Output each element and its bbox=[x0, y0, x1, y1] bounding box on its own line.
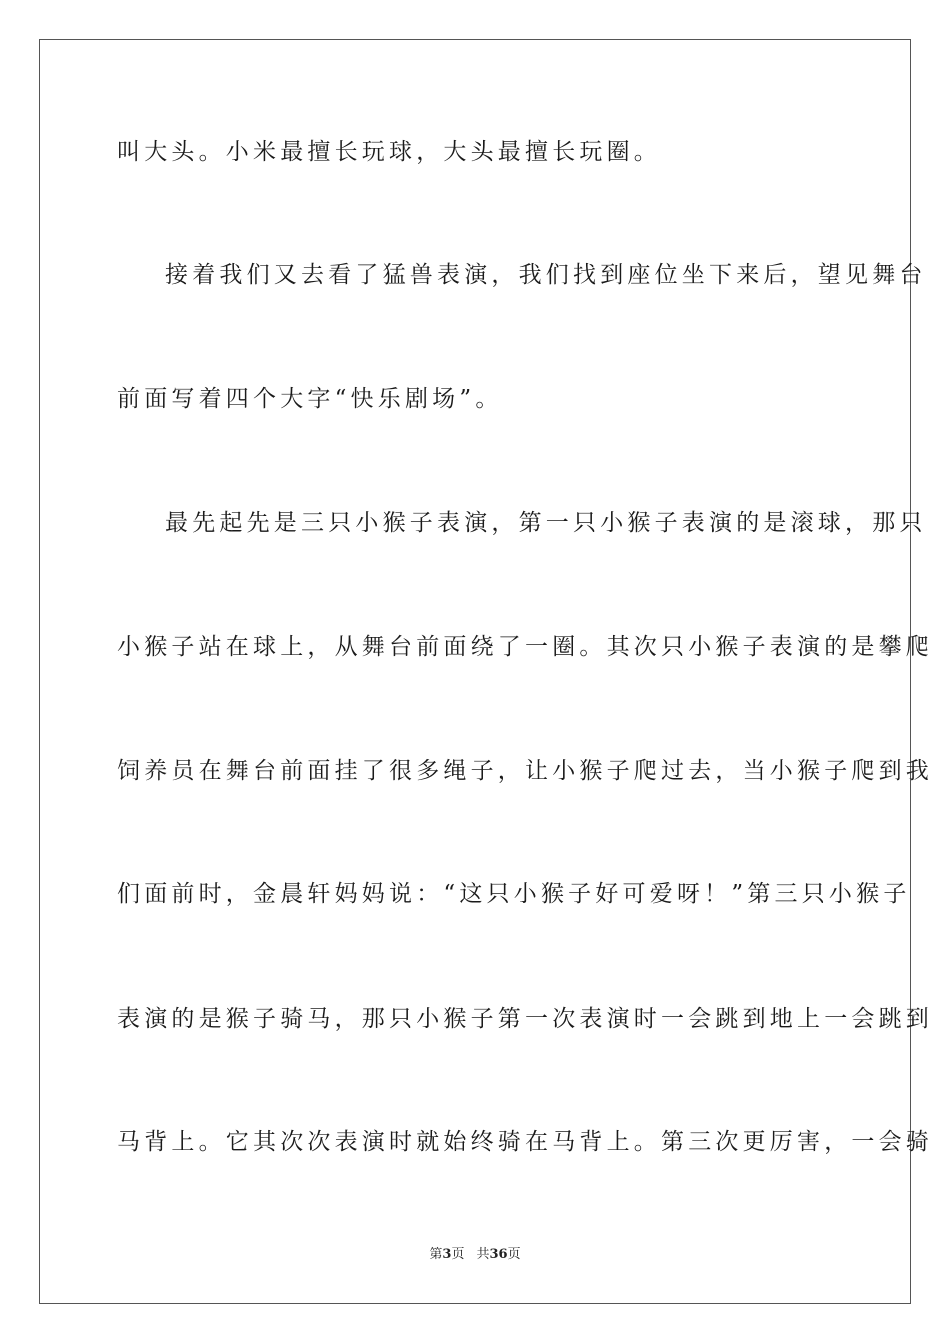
total-pages-prefix: 共 bbox=[476, 1247, 490, 1262]
total-pages-suffix: 页 bbox=[507, 1247, 521, 1262]
text-line: 表演的是猴子骑马，那只小猴子第一次表演时一会跳到地上一会跳到 bbox=[117, 1006, 933, 1032]
page-border bbox=[39, 39, 911, 1304]
page-number-prefix: 第 bbox=[429, 1247, 443, 1262]
page-number: 3 bbox=[442, 1247, 452, 1262]
text-line: 小猴子站在球上，从舞台前面绕了一圈。其次只小猴子表演的是攀爬 bbox=[117, 634, 933, 660]
paragraph-start-line: 接着我们又去看了猛兽表演，我们找到座位坐下来后，望见舞台 bbox=[165, 262, 927, 288]
paragraph-start-line: 最先起先是三只小猴子表演，第一只小猴子表演的是滚球，那只 bbox=[165, 510, 927, 536]
text-line: 前面写着四个大字“快乐剧场”。 bbox=[117, 386, 503, 412]
page-footer bbox=[0, 1246, 950, 1264]
text-line: 叫大头。小米最擅长玩球，大头最擅长玩圈。 bbox=[117, 139, 661, 165]
text-line: 们面前时，金晨轩妈妈说：“这只小猴子好可爱呀！”第三只小猴子 bbox=[117, 881, 911, 907]
text-line: 马背上。它其次次表演时就始终骑在马背上。第三次更厉害，一会骑 bbox=[117, 1129, 933, 1155]
page-number-suffix: 页 bbox=[451, 1247, 465, 1262]
total-pages: 36 bbox=[489, 1247, 508, 1262]
text-line: 饲养员在舞台前面挂了很多绳子，让小猴子爬过去，当小猴子爬到我 bbox=[117, 758, 933, 784]
